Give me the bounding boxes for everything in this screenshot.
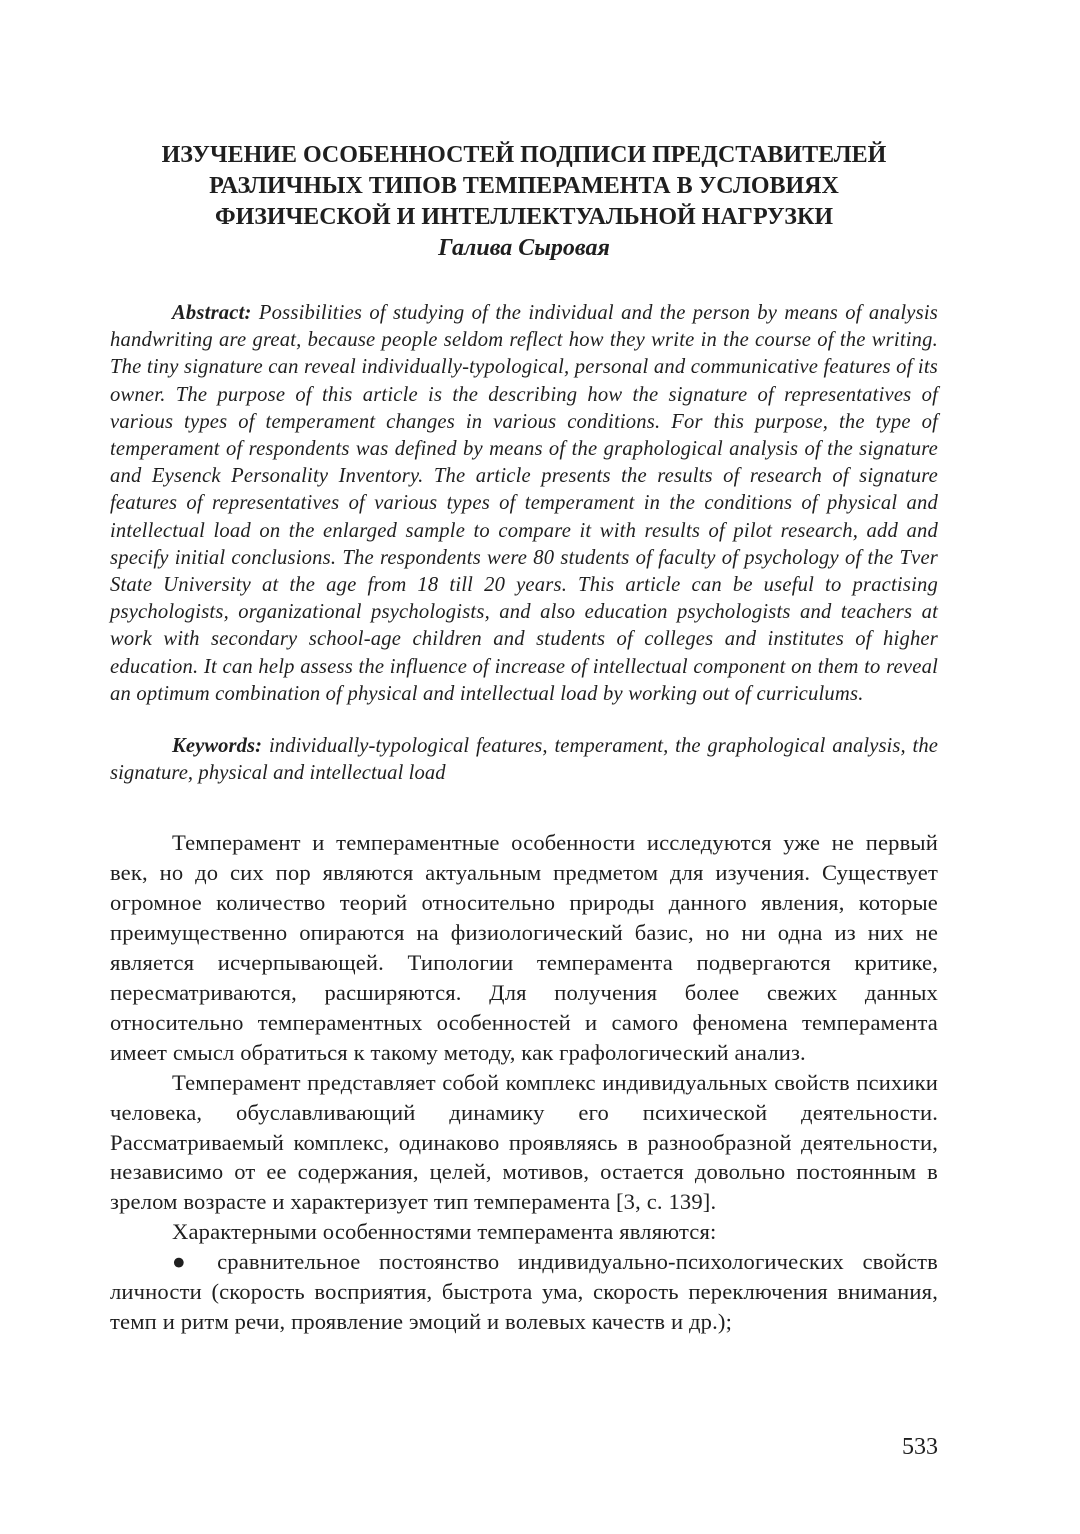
article-page [110,140,938,1337]
body-paragraph-1: Темперамент и темпераментные особенности исследуются уже не первый век, но до сих пор являются актуальным предметом для изучения. Существует огромное количество теорий относительно природы данного явления, которые преимущественно опираются на физиологический базис, но ни одна из них не является исчерпывающей. Типологии темперамента подвергаются критике, пересматриваются, расширяются. Для получения более свежих данных относительно темпераментных особенностей и самого феномена темперамента имеет смысл обратиться к такому методу, как графологический анализ. [110,830,938,1065]
title-line-3: ФИЗИЧЕСКОЙ И ИНТЕЛЛЕКТУАЛЬНОЙ НАГРУЗКИ [214,204,834,230]
author-name: Галива Сыровая [438,235,610,261]
body-paragraph-3: Характерными особенностями темперамента являются: [172,1219,717,1245]
page-number: 533 [902,1434,938,1460]
body-paragraph-2: Темперамент представляет собой комплекс индивидуальных свойств психики человека, обуславливающий динамику его психической деятельности. Рассматриваемый комплекс, одинаково проявляясь в разнообразной деятельности, независимо от ее содержания, целей, мотивов, остается довольно постоянным в зрелом возрасте и характеризует тип темперамента [3, с. 139]. [110,1069,938,1215]
keywords-label: Keywords: [172,735,263,758]
abstract-label: Abstract: [172,302,252,324]
abstract [110,300,938,708]
title-line-1: ИЗУЧЕНИЕ ОСОБЕННОСТЕЙ ПОДПИСИ ПРЕДСТАВИТЕЛЕЙ [161,142,887,168]
abstract-text: Possibilities of studying of the individual and the person by means of analysis handwriting are great, because people seldom reflect how they write in the course of the writing. The tiny signature can reveal individually-typological, personal and communicative features of its owner. The purpose of this article is the describing how the signature of representatives of various types of temperament changes in various conditions. For this purpose, the type of temperament of respondents was defined by means of the graphological analysis of the signature and Eysenck Personality Inventory. The article presents the results of research of signature features of representatives of various types of temperament in the conditions of physical and intellectual load on the enlarged sample to compare it with results of pilot research, add and specify initial conclusions. The respondents were 80 students of faculty of psychology of the Tver State University at the age from 18 till 20 years. This article can be useful to practising psychologists, organizational psychologists, and also education psychologists and teachers at work with secondary school-age children and students of colleges and institutes of higher education. It can help assess the influence of increase of intellectual component on them to reveal an optimum combination of physical and intellectual load by working out of curriculums. [110,302,938,705]
bullet-item-1: ● сравнительное постоянство индивидуально-психологических свойств личности (скорость восприятия, быстрота ума, скорость переключения внимания, темп и ритм речи, проявление эмоций и волевых качеств и др.); [110,1249,938,1334]
article-title [110,140,938,264]
title-line-2: РАЗЛИЧНЫХ ТИПОВ ТЕМПЕРАМЕНТА В УСЛОВИЯХ [209,173,839,199]
article-body [110,828,938,1336]
keywords-text: individually-typological features, temperament, the graphological analysis, the signature, physical and intellectual load [110,735,939,785]
keywords [110,733,938,787]
